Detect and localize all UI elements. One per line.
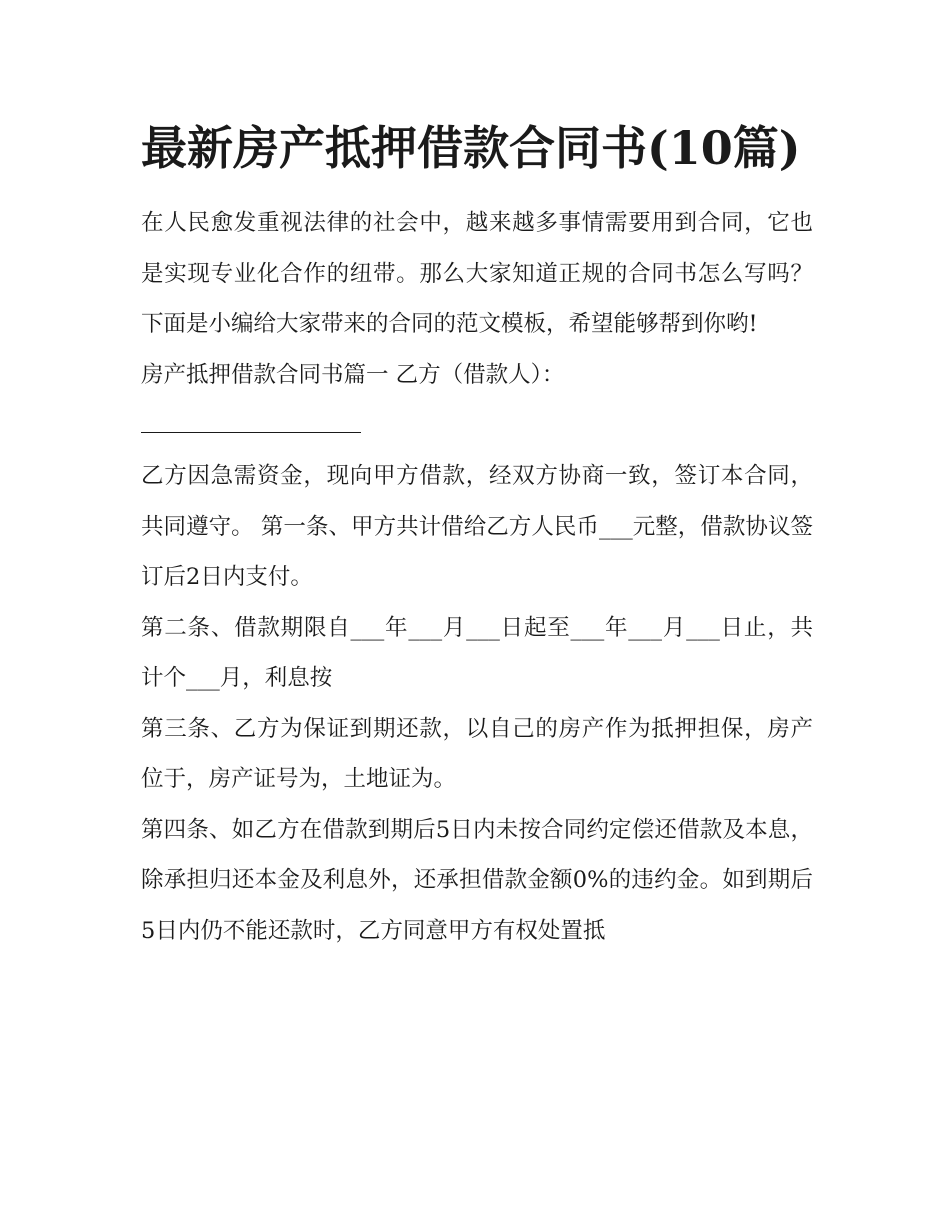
clause-1-paragraph: 乙方因急需资金，现向甲方借款，经双方协商一致，签订本合同，共同遵守。 第一条、甲方共计借给乙方人民币___元整，借款协议签订后2日内支付。 [141,463,813,590]
document-page [141,112,813,956]
clause-3-paragraph: 第三条、乙方为保证到期还款，以自己的房产作为抵押担保，房产位于，房产证号为，土地证为。 [141,715,813,792]
clause-2-paragraph: 第二条、借款期限自___年___月___日起至___年___月___日止，共计个___月，利息按 [141,614,813,691]
section-heading-line: 房产抵押借款合同书篇一 乙方（借款人）： [141,361,565,388]
document-title: 最新房产抵押借款合同书(10篇) [141,121,801,175]
signature-blank-line [141,400,361,433]
intro-paragraph: 在人民愈发重视法律的社会中，越来越多事情需要用到合同，它也是实现专业化合作的纽带。那么大家知道正规的合同书怎么写吗？下面是小编给大家带来的合同的范文模板，希望能够帮到你哟! [141,210,813,337]
clause-4-paragraph: 第四条、如乙方在借款到期后5日内未按合同约定偿还借款及本息，除承担归还本金及利息外，还承担借款金额0%的违约金。如到期后5日内仍不能还款时，乙方同意甲方有权处置抵 [141,816,813,944]
